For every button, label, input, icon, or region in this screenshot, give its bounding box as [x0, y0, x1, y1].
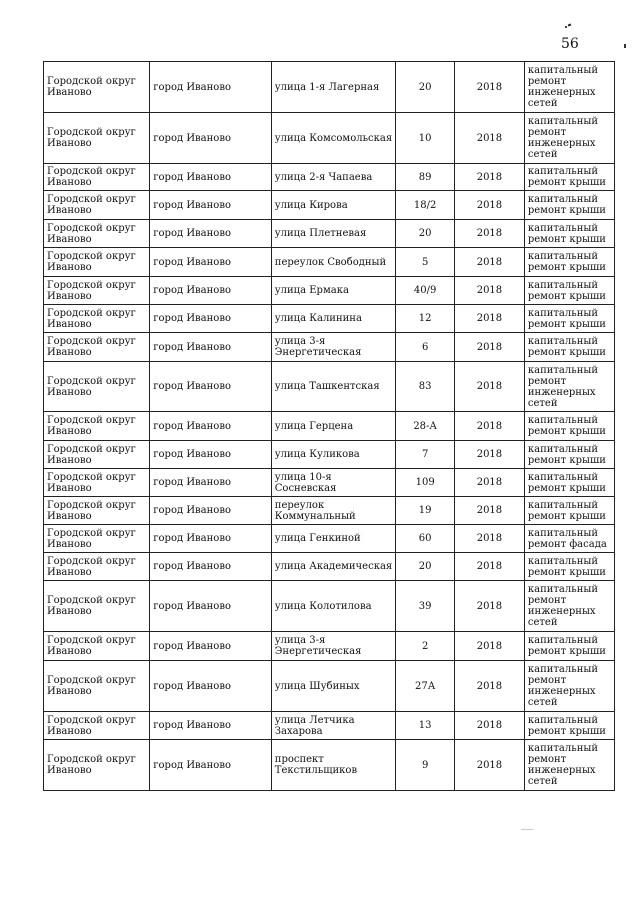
street-cell: улица 2-я Чапаева: [271, 164, 396, 191]
street-cell: улица 1-я Лагерная: [271, 62, 396, 113]
city-cell: город Иваново: [150, 362, 271, 412]
year-cell: 2018: [455, 441, 525, 469]
year-cell: 2018: [455, 191, 525, 220]
district-cell: Городской округ Иваново: [44, 164, 150, 191]
year-cell: 2018: [455, 497, 525, 525]
year-cell: 2018: [455, 113, 525, 164]
city-cell: город Иваново: [150, 333, 271, 362]
table-body: [44, 62, 615, 791]
city-cell: город Иваново: [150, 740, 271, 791]
district-cell: Городской округ Иваново: [44, 277, 150, 305]
house-number-cell: 6: [396, 333, 455, 362]
table-row: [44, 333, 615, 362]
district-cell: Городской округ Иваново: [44, 469, 150, 497]
city-cell: город Иваново: [150, 248, 271, 277]
year-cell: 2018: [455, 164, 525, 191]
year-cell: 2018: [455, 525, 525, 553]
year-cell: 2018: [455, 305, 525, 333]
work-type-cell: капитальный ремонт крыши: [524, 441, 614, 469]
city-cell: город Иваново: [150, 712, 271, 740]
street-cell: улица Калинина: [271, 305, 396, 333]
year-cell: 2018: [455, 412, 525, 441]
house-number-cell: 19: [396, 497, 455, 525]
work-type-cell: капитальный ремонт крыши: [524, 632, 614, 661]
district-cell: Городской округ Иваново: [44, 553, 150, 581]
house-number-cell: 27А: [396, 661, 455, 712]
work-type-cell: капитальный ремонт крыши: [524, 305, 614, 333]
table-row: [44, 441, 615, 469]
table-row: [44, 661, 615, 712]
district-cell: Городской округ Иваново: [44, 740, 150, 791]
work-type-cell: капитальный ремонт инженерных сетей: [524, 581, 614, 632]
table-row: [44, 248, 615, 277]
district-cell: Городской округ Иваново: [44, 632, 150, 661]
house-number-cell: 20: [396, 220, 455, 248]
house-number-cell: 18/2: [396, 191, 455, 220]
year-cell: 2018: [455, 220, 525, 248]
work-type-cell: капитальный ремонт крыши: [524, 412, 614, 441]
city-cell: город Иваново: [150, 661, 271, 712]
scan-mark: [624, 44, 626, 48]
work-type-cell: капитальный ремонт крыши: [524, 164, 614, 191]
year-cell: 2018: [455, 333, 525, 362]
table-row: [44, 712, 615, 740]
year-cell: 2018: [455, 248, 525, 277]
city-cell: город Иваново: [150, 412, 271, 441]
work-type-cell: капитальный ремонт инженерных сетей: [524, 661, 614, 712]
city-cell: город Иваново: [150, 62, 271, 113]
district-cell: Городской округ Иваново: [44, 62, 150, 113]
work-type-cell: капитальный ремонт инженерных сетей: [524, 362, 614, 412]
house-number-cell: 2: [396, 632, 455, 661]
work-type-cell: капитальный ремонт крыши: [524, 712, 614, 740]
table-row: [44, 632, 615, 661]
work-type-cell: капитальный ремонт инженерных сетей: [524, 113, 614, 164]
street-cell: улица Колотилова: [271, 581, 396, 632]
table-row: [44, 740, 615, 791]
street-cell: улица 10-я Сосневская: [271, 469, 396, 497]
street-cell: улица Плетневая: [271, 220, 396, 248]
table-row: [44, 191, 615, 220]
house-number-cell: 60: [396, 525, 455, 553]
district-cell: Городской округ Иваново: [44, 661, 150, 712]
table-row: [44, 497, 615, 525]
house-number-cell: 20: [396, 553, 455, 581]
street-cell: улица 3-я Энергетическая: [271, 632, 396, 661]
house-number-cell: 20: [396, 62, 455, 113]
district-cell: Городской округ Иваново: [44, 525, 150, 553]
street-cell: улица Комсомольская: [271, 113, 396, 164]
house-number-cell: 109: [396, 469, 455, 497]
table-row: [44, 412, 615, 441]
street-cell: улица Академическая: [271, 553, 396, 581]
work-type-cell: капитальный ремонт крыши: [524, 497, 614, 525]
city-cell: город Иваново: [150, 581, 271, 632]
district-cell: Городской округ Иваново: [44, 362, 150, 412]
district-cell: Городской округ Иваново: [44, 248, 150, 277]
house-number-cell: 40/9: [396, 277, 455, 305]
scan-mark: [565, 26, 567, 28]
city-cell: город Иваново: [150, 277, 271, 305]
city-cell: город Иваново: [150, 497, 271, 525]
district-cell: Городской округ Иваново: [44, 441, 150, 469]
district-cell: Городской округ Иваново: [44, 191, 150, 220]
district-cell: Городской округ Иваново: [44, 305, 150, 333]
work-type-cell: капитальный ремонт крыши: [524, 220, 614, 248]
district-cell: Городской округ Иваново: [44, 497, 150, 525]
house-number-cell: 10: [396, 113, 455, 164]
table-row: [44, 581, 615, 632]
work-type-cell: капитальный ремонт крыши: [524, 191, 614, 220]
street-cell: улица Генкиной: [271, 525, 396, 553]
district-cell: Городской округ Иваново: [44, 581, 150, 632]
table-row: [44, 277, 615, 305]
table-row: [44, 469, 615, 497]
work-type-cell: капитальный ремонт крыши: [524, 277, 614, 305]
year-cell: 2018: [455, 553, 525, 581]
district-cell: Городской округ Иваново: [44, 712, 150, 740]
year-cell: 2018: [455, 740, 525, 791]
work-type-cell: капитальный ремонт крыши: [524, 469, 614, 497]
street-cell: улица Ермака: [271, 277, 396, 305]
year-cell: 2018: [455, 661, 525, 712]
house-number-cell: 89: [396, 164, 455, 191]
house-number-cell: 12: [396, 305, 455, 333]
year-cell: 2018: [455, 581, 525, 632]
house-number-cell: 7: [396, 441, 455, 469]
work-type-cell: капитальный ремонт инженерных сетей: [524, 740, 614, 791]
repair-schedule-table: [43, 61, 615, 791]
street-cell: улица 3-я Энергетическая: [271, 333, 396, 362]
street-cell: улица Герцена: [271, 412, 396, 441]
house-number-cell: 5: [396, 248, 455, 277]
table-row: [44, 305, 615, 333]
year-cell: 2018: [455, 632, 525, 661]
year-cell: 2018: [455, 362, 525, 412]
street-cell: улица Кирова: [271, 191, 396, 220]
page-number: 56: [561, 36, 579, 52]
table-row: [44, 553, 615, 581]
work-type-cell: капитальный ремонт крыши: [524, 333, 614, 362]
district-cell: Городской округ Иваново: [44, 113, 150, 164]
house-number-cell: 28-А: [396, 412, 455, 441]
table-row: [44, 164, 615, 191]
district-cell: Городской округ Иваново: [44, 412, 150, 441]
scan-artifact: [521, 829, 533, 830]
district-cell: Городской округ Иваново: [44, 333, 150, 362]
house-number-cell: 83: [396, 362, 455, 412]
city-cell: город Иваново: [150, 164, 271, 191]
year-cell: 2018: [455, 277, 525, 305]
table-row: [44, 362, 615, 412]
scan-mark: [568, 24, 572, 27]
city-cell: город Иваново: [150, 305, 271, 333]
city-cell: город Иваново: [150, 525, 271, 553]
work-type-cell: капитальный ремонт крыши: [524, 248, 614, 277]
street-cell: улица Летчика Захарова: [271, 712, 396, 740]
table-row: [44, 525, 615, 553]
city-cell: город Иваново: [150, 632, 271, 661]
year-cell: 2018: [455, 62, 525, 113]
work-type-cell: капитальный ремонт крыши: [524, 553, 614, 581]
city-cell: город Иваново: [150, 553, 271, 581]
city-cell: город Иваново: [150, 441, 271, 469]
city-cell: город Иваново: [150, 191, 271, 220]
street-cell: проспект Текстильщиков: [271, 740, 396, 791]
district-cell: Городской округ Иваново: [44, 220, 150, 248]
street-cell: переулок Свободный: [271, 248, 396, 277]
house-number-cell: 13: [396, 712, 455, 740]
work-type-cell: капитальный ремонт фасада: [524, 525, 614, 553]
house-number-cell: 39: [396, 581, 455, 632]
house-number-cell: 9: [396, 740, 455, 791]
street-cell: переулок Коммунальный: [271, 497, 396, 525]
year-cell: 2018: [455, 712, 525, 740]
city-cell: город Иваново: [150, 220, 271, 248]
street-cell: улица Шубиных: [271, 661, 396, 712]
table-row: [44, 62, 615, 113]
city-cell: город Иваново: [150, 469, 271, 497]
street-cell: улица Ташкентская: [271, 362, 396, 412]
year-cell: 2018: [455, 469, 525, 497]
work-type-cell: капитальный ремонт инженерных сетей: [524, 62, 614, 113]
table-row: [44, 113, 615, 164]
street-cell: улица Куликова: [271, 441, 396, 469]
city-cell: город Иваново: [150, 113, 271, 164]
table-row: [44, 220, 615, 248]
